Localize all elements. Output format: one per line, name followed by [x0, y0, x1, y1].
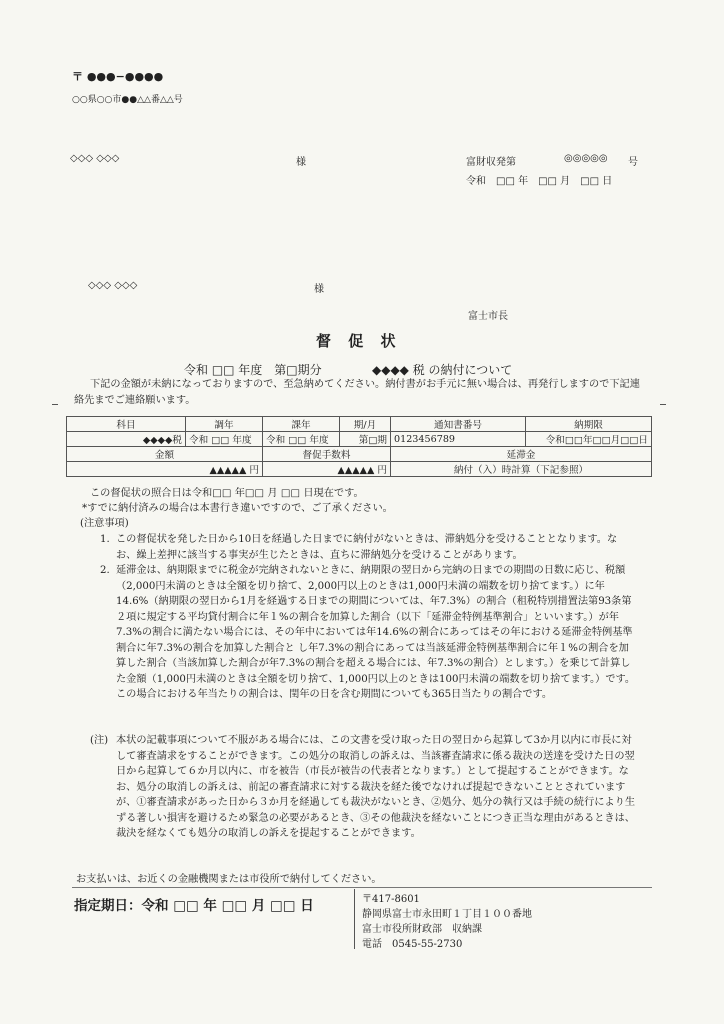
note-item-2-text: 延滞金は、納期限までに税金が完納されないときに、納期限の翌日から完納の日までの期間の日数に応じ、税額（2,000円未満のときは全額を切り捨て、2,000円以上のときは1,000円未満の端数を切り捨てます。）に年14.6%（納期限の翌日から1月を経過する日までの期間については、年7.3%）の割合（租税特別措置法第93条第２項に規定する平均貸付割合に年１%の割合を加算した割合（以下「延滞金特例基準割合」といいます。）が年7.3%の割合に満たない場合には、その年中においては年14.6%の割合にあってはその年における延滞金特例基準割合に年7.3%の割合を加算した割合と し年7.3%の割合にあっては当該延滞金特例基準割合に年１%の割合を加算した割合（当該加算した割合が年7.3%の割合を超える場合には、年7.3%の割合）とします。）を乗じて計算した金額（1,000円未満のときは全額を切り捨て、1,000円以上のときは100円未満の端数を切り捨てます。）です。この場合における年当たりの割合は、閏年の日を含む期間についても365日当たりの割合です。	[116, 565, 636, 700]
sender-name: 富士市長	[468, 311, 508, 322]
remark-text: 本状の記載事項について不服がある場合には、この文書を受け取った日の翌日から起算して3か月以内に市長に対して審査請求をすることができます。この処分の取消しの訴えは、当該審査請求に係る裁決の送達を受けた日の翌日から起算して６か月以内に、市を被告（市長が被告の代表者となります。）として提起することができます。なお、処分の取消しの訴えは、前記の審査請求に対する裁決を経た後でなければ提起できないこととされていますが、①審査請求があった日から３か月を経過しても裁決がないとき、②処分、処分の執行又は手続の続行により生ずる著しい損害を避けるため緊急の必要があるとき、③その他裁決を経ないことにつき正当な理由があるときは、裁決を経なくても処分の取消しの訴えを提起することができます。	[116, 735, 636, 839]
contact-divider	[354, 889, 355, 949]
margin-mark-right	[660, 404, 666, 405]
cell-amount: ▲▲▲▲▲ 円	[67, 462, 263, 477]
reference-date-note: この督促状の照合日は令和□□ 年□□ 月 □□ 日現在です。	[90, 488, 364, 499]
document-date: 令和 □□ 年 □□ 月 □□ 日	[466, 176, 613, 187]
cell-subject: ◆◆◆◆税	[67, 432, 186, 447]
header-amount: 金額	[67, 447, 263, 462]
document-number-label: 富財収発第	[466, 157, 516, 168]
header-subject: 科目	[67, 417, 186, 432]
note-item-1-text: この督促状を発した日から10日を経過した日までに納付がないときは、滞納処分を受けることとなります。なお、繰上差押に該当する事実が生じたときは、直ちに滞納処分を受けることがあります。	[116, 534, 618, 561]
cell-notice-number: 0123456789	[391, 432, 526, 447]
payment-note: お支払いは、お近くの金融機関または市役所で納付してください。	[76, 874, 382, 885]
cell-period: 第□期	[340, 432, 391, 447]
cell-due-date: 令和□□年□□月□□日	[526, 432, 652, 447]
already-paid-note: *すでに納付済みの場合は本書行き違いですので、ご了承ください。	[82, 503, 393, 514]
recipient-address: ○○県○○市●●△△番△△号	[72, 95, 183, 105]
document-number-suffix: 号	[628, 157, 638, 168]
header-due-date: 納期限	[526, 417, 652, 432]
recipient-honorific-2: 様	[314, 284, 324, 295]
cell-assessment-year: 令和 □□ 年度	[186, 432, 263, 447]
table-header-row	[67, 417, 652, 432]
header-period: 期/月	[340, 417, 391, 432]
intro-paragraph: 下記の金額が未納になっておりますので、至急納めてください。納付書がお手元に無い場合は、再発行しますので下記連絡先までご連絡願います。	[74, 379, 640, 406]
cell-fee: ▲▲▲▲▲ 円	[263, 462, 391, 477]
table-row-2	[67, 462, 652, 477]
margin-mark-left	[52, 404, 58, 405]
payment-deadline: 指定期日：令和 □□ 年 □□ 月 □□ 日	[74, 898, 314, 914]
cell-late-charge: 納付（入）時計算（下記参照）	[391, 462, 652, 477]
note-item-1-number: 1.	[100, 534, 110, 545]
document-title: 督 促 状	[316, 332, 402, 350]
recipient-honorific-1: 様	[296, 157, 306, 168]
recipient-name-1: ◇◇◇ ◇◇◇	[70, 153, 120, 164]
contact-phone: 電話 0545-55-2730	[362, 939, 463, 950]
table-row	[67, 432, 652, 447]
note-item-2-number: 2.	[100, 565, 110, 576]
document-number-value: ◎◎◎◎◎	[564, 153, 608, 164]
contact-department: 富士市役所財政部 収納課	[362, 924, 482, 935]
tax-table	[66, 416, 652, 477]
table-header-row-2	[67, 447, 652, 462]
subject-fiscal-period: 令和 □□ 年度 第□期分	[184, 363, 322, 377]
cell-tax-year: 令和 □□ 年度	[263, 432, 340, 447]
header-fee: 督促手数料	[263, 447, 391, 462]
notes-header: (注意事項)	[80, 518, 129, 529]
header-tax-year: 課年	[263, 417, 340, 432]
header-late-charge: 延滞金	[391, 447, 652, 462]
postal-code: 〒 ●●●−●●●●	[72, 70, 164, 83]
subject-tax: ◆◆◆◆ 税 の納付について	[372, 363, 513, 377]
recipient-name-2: ◇◇◇ ◇◇◇	[88, 280, 138, 291]
header-assessment-year: 調年	[186, 417, 263, 432]
contact-postal: 〒417-8601	[362, 894, 420, 905]
remark-label: (注)	[90, 735, 109, 746]
contact-address: 静岡県富士市永田町１丁目１００番地	[362, 909, 532, 920]
header-notice-number: 通知書番号	[391, 417, 526, 432]
footer-divider	[72, 887, 652, 888]
